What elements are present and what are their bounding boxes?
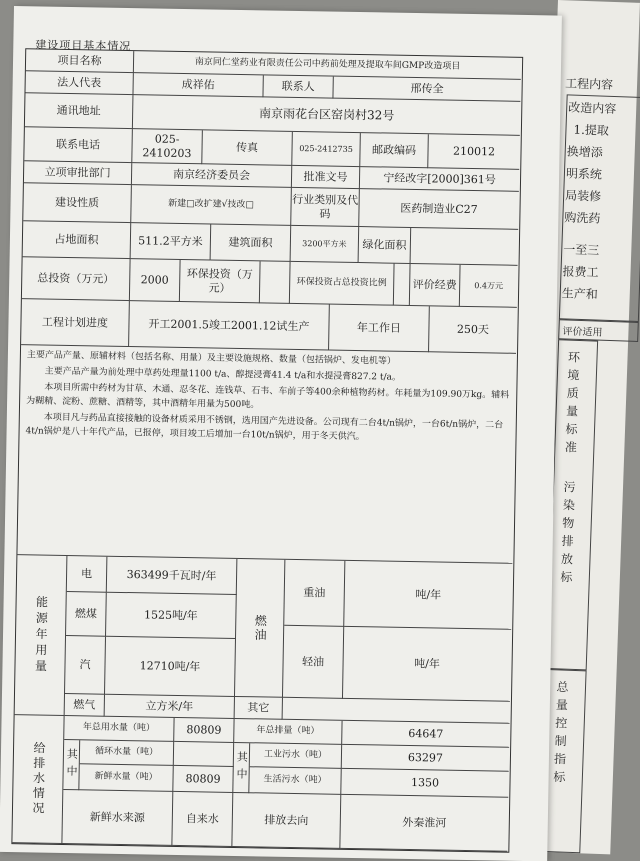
destination-label: 排放去向 [232, 793, 341, 849]
approval-no-value: 宁经改字[2000]361号 [360, 167, 519, 192]
total-discharge-label: 年总排量（吨） [234, 719, 342, 745]
coal-label: 燃煤 [66, 592, 107, 637]
project-name-label: 项目名称 [26, 49, 134, 73]
right-page-eval-label: 评价适用 [562, 326, 603, 339]
industry-label: 行业类别及代码 [291, 188, 360, 227]
green-area-value [411, 228, 519, 266]
coal-value: 1525吨/年 [106, 593, 237, 639]
approval-no-label: 批准文号 [292, 166, 360, 189]
steam-label: 汽 [65, 636, 106, 695]
fax-label: 传真 [202, 130, 293, 166]
postcode-label: 邮政编码 [360, 133, 429, 168]
heavy-oil-value: 吨/年 [344, 561, 512, 630]
recycle-label: 循环水量（吨） [80, 740, 174, 766]
right-page-title: 工程内容 [564, 76, 614, 92]
steam-value: 12710吨/年 [105, 637, 236, 697]
gas-label: 燃气 [65, 694, 105, 717]
env-invest-label: 环保投资（万元） [180, 260, 261, 303]
total-use-label: 年总用水量（吨） [64, 716, 174, 742]
industrial-label: 工业污水（吨） [250, 743, 342, 769]
right-page-line: 购洗药 [564, 210, 601, 226]
products-heading: 主要产品产量、原辅材料（包括名称、用量）及主要设施规格、数量（包括锅炉、发电机等） [26, 350, 396, 367]
postcode-value: 210012 [428, 134, 520, 170]
building-area-label: 建筑面积 [211, 224, 292, 261]
workdays-label: 年工作日 [329, 305, 430, 353]
contact-label: 联系人 [263, 75, 333, 98]
right-page-vertical-label: 环境质量标准 [563, 350, 581, 459]
right-page-line: 1.提取 [573, 122, 610, 138]
fax-value: 025-2412735 [292, 132, 361, 167]
address-label: 通讯地址 [25, 93, 134, 129]
fresh-value: 80809 [173, 766, 233, 793]
phone-label: 联系电话 [24, 127, 133, 163]
schedule-label: 工程计划进度 [21, 299, 130, 347]
right-page-vertical-label: 总量控制指标 [551, 680, 570, 789]
right-page-line: 明系统 [565, 166, 603, 182]
legal-rep-label: 法人代表 [25, 71, 133, 95]
total-discharge-value: 64647 [342, 721, 509, 748]
heavy-oil-label: 重油 [284, 560, 345, 627]
right-page-line: 改造内容 [568, 100, 617, 117]
eval-fee-label: 评价经费 [410, 264, 461, 307]
products-paragraph: 主要产品产量为前处理中草药处理量1100 t/a、醇提浸膏41.4 t/a和水提浸膏827.2 t/a。 [44, 366, 402, 383]
source-value: 自来水 [172, 792, 233, 847]
industry-value: 医药制造业C27 [359, 189, 519, 230]
products-block [17, 345, 516, 564]
right-page-line: 报费工 [562, 264, 599, 280]
right-page-line: 换增添 [566, 144, 603, 160]
recycle-value [174, 742, 234, 767]
other-label: 其它 [235, 697, 283, 720]
water-label: 给排水情况 [12, 715, 64, 844]
right-page-vertical-label: 污染物排放标 [558, 480, 577, 589]
env-invest-value [260, 261, 291, 304]
destination-value: 外秦淮河 [340, 795, 508, 852]
land-area-value: 511.2平方米 [131, 223, 212, 260]
light-oil-value: 吨/年 [343, 627, 511, 702]
legal-rep-value: 成祥佑 [133, 73, 263, 97]
building-area-value: 3200平方米 [291, 226, 360, 263]
approval-dept-value: 南京经济委员会 [132, 163, 292, 188]
eval-fee-value: 0.4万元 [460, 265, 518, 308]
project-info-table [11, 48, 523, 853]
products-paragraph: 本项目凡与药品直接接触的设备材质采用不锈钢，选用国产先进设备。公司现有二台4t/n锅炉，一台6t/n锅炉，二台4t/n锅炉是八十年代产品，已报停，项目竣工后增加一台10t/n锅炉，用于冬天供汽。 [25, 412, 504, 442]
gas-value: 立方米/年 [105, 695, 235, 719]
light-oil-label: 轻油 [283, 626, 344, 699]
source-label: 新鲜水来源 [62, 790, 173, 846]
address-value: 南京雨花台区窑岗村32号 [133, 95, 521, 136]
nature-value: 新建□改扩建√技改□ [131, 185, 292, 226]
electricity-value: 363499千瓦时/年 [107, 557, 238, 595]
products-paragraph: 本项目所需中药材为甘草、木通、忍冬花、连钱草、石韦、车前子等400余种植物药材。年耗量为109.90万kg。辅料为糊精、淀粉、蔗糖、酒精等，其中酒精年用量为500吨。 [26, 382, 510, 411]
electricity-label: 电 [67, 556, 108, 593]
fresh-label: 新鲜水量（吨） [79, 764, 173, 792]
section-title: 建设项目基本情况 [35, 38, 132, 54]
energy-label: 能源年用量 [15, 555, 68, 716]
nature-label: 建设性质 [23, 183, 132, 223]
domestic-label: 生活污水（吨） [249, 767, 341, 795]
right-page-line: 生产和 [561, 286, 599, 302]
project-name-value: 南京同仁堂药业有限责任公司中药前处理及提取车间GMP改造项目 [134, 51, 521, 80]
total-invest-label: 总投资（万元） [22, 257, 131, 301]
domestic-value: 1350 [341, 769, 508, 798]
fuel-oil-label: 燃油 [235, 559, 285, 698]
contact-value: 邢传全 [333, 77, 520, 102]
phone-value: 025-2410203 [132, 129, 203, 164]
of-which-label: 其中 [233, 743, 250, 793]
right-page-line: 局装修 [564, 188, 602, 204]
total-invest-value: 2000 [130, 259, 181, 302]
env-ratio-value [394, 264, 411, 306]
industrial-value: 63297 [342, 745, 509, 772]
schedule-value: 开工2001.5竣工2001.12试生产 [129, 301, 330, 350]
green-area-label: 绿化面积 [359, 227, 412, 264]
land-area-label: 占地面积 [23, 221, 132, 259]
approval-dept-label: 立项审批部门 [24, 161, 132, 185]
total-use-value: 80809 [174, 718, 234, 743]
workdays-value: 250天 [429, 306, 517, 354]
of-which-label: 其中 [63, 740, 80, 790]
env-ratio-label: 环保投资占总投资比例 [290, 262, 395, 306]
right-page-line: 一至三 [563, 242, 600, 258]
form-page [0, 6, 562, 861]
